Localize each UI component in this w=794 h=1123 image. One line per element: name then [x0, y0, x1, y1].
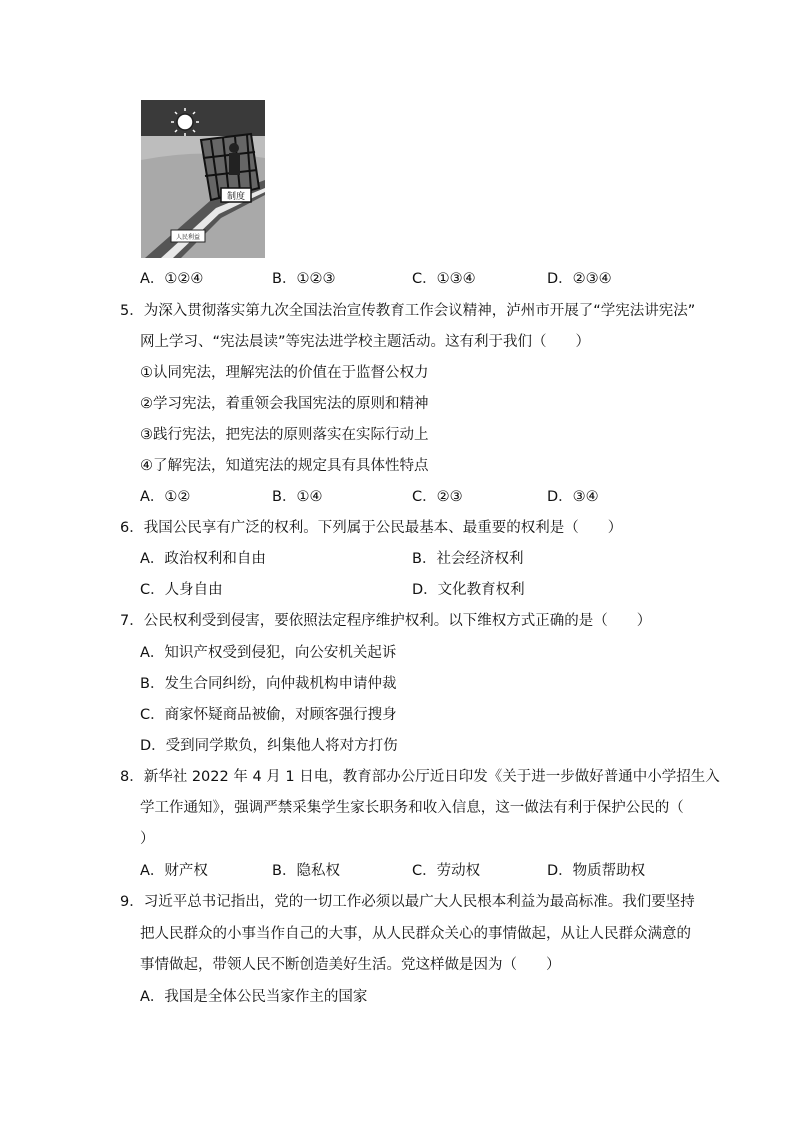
q9-option-a[interactable]: A．我国是全体公民当家作主的国家	[140, 989, 368, 1005]
q5-option-a[interactable]: A．①②	[140, 489, 191, 505]
q5-item-1: ①认同宪法，理解宪法的价值在于监督公权力	[140, 365, 429, 381]
q4-option-a[interactable]: A．①②④	[140, 271, 204, 287]
q7-option-b[interactable]: B．发生合同纠纷，向仲裁机构申请仲裁	[140, 676, 397, 692]
q4-option-d[interactable]: D．②③④	[547, 271, 612, 287]
q6-option-a[interactable]: A．政治权利和自由	[140, 551, 266, 567]
q8-option-a[interactable]: A．财产权	[140, 863, 208, 879]
q5-option-b[interactable]: B．①④	[272, 489, 323, 505]
figure-slab-text: 人民利益	[175, 234, 201, 241]
q7-option-c[interactable]: C．商家怀疑商品被偷，对顾客强行搜身	[140, 707, 397, 723]
q5-option-d[interactable]: D．③④	[547, 489, 599, 505]
q8-stem-line1: 8．新华社 2022 年 4 月 1 日电，教育部办公厅近日印发《关于进一步做好普通中小学招生入	[120, 769, 720, 785]
q5-stem-line1: 5．为深入贯彻落实第九次全国法治宣传教育工作会议精神，泸州市开展了“学宪法讲宪法”	[120, 303, 696, 319]
q8-stem-line3: ）	[140, 831, 155, 847]
q9-stem-line2: 把人民群众的小事当作自己的大事，从人民群众关心的事情做起，从让人民群众满意的	[140, 926, 691, 942]
q5-item-3: ③践行宪法，把宪法的原则落实在实际行动上	[140, 427, 429, 443]
q6-option-c[interactable]: C．人身自由	[140, 582, 223, 598]
q4-option-b[interactable]: B．①②③	[272, 271, 336, 287]
q8-option-c[interactable]: C．劳动权	[412, 863, 481, 879]
q7-stem: 7．公民权利受到侵害，要依照法定程序维护权利。以下维权方式正确的是（ ）	[120, 613, 652, 629]
q8-stem-line2: 学工作通知》，强调严禁采集学生家长职务和收入信息，这一做法有利于保护公民的（	[140, 800, 684, 816]
q6-option-b[interactable]: B．社会经济权利	[412, 551, 524, 567]
q7-option-a[interactable]: A．知识产权受到侵犯，向公安机关起诉	[140, 645, 397, 661]
q9-stem-line1: 9．习近平总书记指出，党的一切工作必须以最广大人民根本利益为最高标准。我们要坚持	[120, 894, 695, 910]
q6-option-d[interactable]: D．文化教育权利	[412, 582, 525, 598]
q5-item-2: ②学习宪法，着重领会我国宪法的原则和精神	[140, 396, 429, 412]
q4-option-c[interactable]: C．①③④	[412, 271, 476, 287]
q5-stem-line2: 网上学习、“宪法晨读”等宪法进学校主题活动。这有利于我们（ ）	[140, 334, 591, 350]
q8-option-b[interactable]: B．隐私权	[272, 863, 340, 879]
q5-item-4: ④了解宪法，知道宪法的规定具有具体性特点	[140, 458, 429, 474]
cartoon-figure	[141, 100, 265, 258]
figure-plate-text: 制度	[226, 192, 246, 202]
q9-stem-line3: 事情做起，带领人民不断创造美好生活。党这样做是因为（ ）	[140, 957, 561, 973]
q5-option-c[interactable]: C．②③	[412, 489, 463, 505]
q6-stem: 6．我国公民享有广泛的权利。下列属于公民最基本、最重要的权利是（ ）	[120, 520, 623, 536]
q7-option-d[interactable]: D．受到同学欺负，纠集他人将对方打伤	[140, 738, 398, 754]
q8-option-d[interactable]: D．物质帮助权	[547, 863, 646, 879]
